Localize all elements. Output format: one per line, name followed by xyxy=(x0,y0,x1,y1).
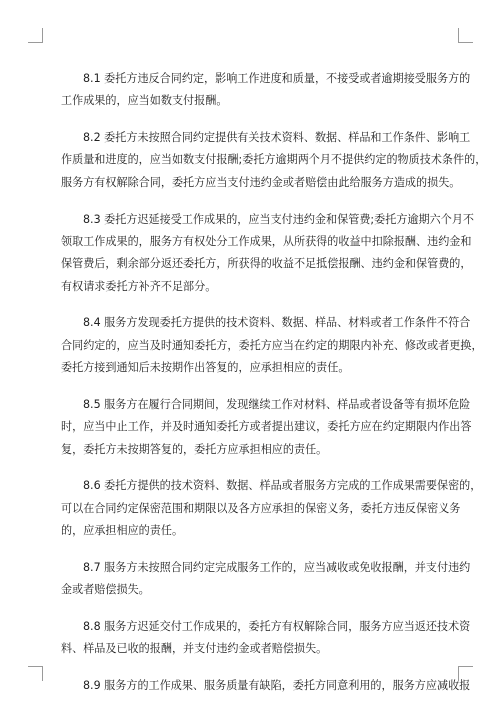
document-body xyxy=(61,68,487,712)
clause-line: 有权请求委托方补齐不足部分。 xyxy=(61,279,217,293)
clause-line: 的，应承担相应的责任。 xyxy=(61,524,184,538)
clause-line: 8.8 服务方迟延交付工作成果的，委托方有权解除合同，服务方应当返还技术资 xyxy=(83,620,471,634)
clause-8-5 xyxy=(61,394,472,461)
crop-mark-bottom-left xyxy=(28,666,43,681)
clause-8-7 xyxy=(61,557,471,602)
clause-line: 作质量和进度的，应当如数支付报酬;委托方逾期两个月不提供约定的物质技术条件的， xyxy=(61,153,487,167)
clause-line: 可以在合同约定保密范围和期限以及各方应承担的保密义务，委托方违反保密义务 xyxy=(61,501,461,515)
clause-line: 服务方有权解除合同，委托方应当支付违约金或者赔偿由此给服务方造成的损失。 xyxy=(61,175,461,189)
clause-line: 8.4 服务方发现委托方提供的技术资料、数据、样品、材料或者工作条件不符合 xyxy=(83,316,471,330)
crop-mark-top-left xyxy=(28,28,43,43)
clause-line: 8.9 服务方的工作成果、服务质量有缺陷，委托方同意利用的，服务方应减收报 xyxy=(83,679,471,693)
clause-line: 8.3 委托方迟延接受工作成果的，应当支付违约金和保管费;委托方逾期六个月不 xyxy=(83,212,475,226)
crop-mark-top-right xyxy=(458,28,473,43)
clause-8-8 xyxy=(61,616,471,661)
clause-line: 8.2 委托方未按照合同约定提供有关技术资料、数据、样品和工作条件、影响工 xyxy=(83,131,471,145)
clause-8-1 xyxy=(61,68,471,113)
clause-line: 领取工作成果的，服务方有权处分工作成果，从所获得的收益中扣除报酬、违约金和 xyxy=(61,234,472,248)
clause-line: 金或者赔偿损失。 xyxy=(61,583,150,597)
clause-line: 合同约定的，应当及时通知委托方，委托方应当在约定的期限内补充、修改或者更换， xyxy=(61,338,483,352)
clause-line: 时，应当中止工作，并及时通知委托方或者提出建议，委托方应在约定期限内作出答 xyxy=(61,420,472,434)
clause-line: 料、样品及已收的报酬，并支付违约金或者赔偿损失。 xyxy=(61,642,328,656)
clause-line: 工作成果的，应当如数支付报酬。 xyxy=(61,94,228,108)
clause-line: 8.5 服务方在履行合同期间，发现继续工作对材料、样品或者设备等有损坏危险 xyxy=(83,397,471,411)
clause-line: 复，委托方未按期答复的，委托方应承担相应的责任。 xyxy=(61,442,328,456)
clause-line: 8.1 委托方违反合同约定，影响工作进度和质量，不接受或者逾期接受服务方的 xyxy=(83,72,471,85)
clause-line: 8.7 服务方未按照合同约定完成服务工作的，应当减收或免收报酬，并支付违约 xyxy=(83,560,471,574)
clause-line: 委托方接到通知后未按期作出答复的，应承担相应的责任。 xyxy=(61,361,350,375)
clause-8-4 xyxy=(61,312,483,379)
clause-8-3 xyxy=(61,209,475,298)
clause-line: 8.6 委托方提供的技术资料、数据、样品或者服务方完成的工作成果需要保密的， xyxy=(83,479,482,493)
clause-line: 保管费后，剩余部分返还委托方，所获得的收益不足抵偿报酬、违约金和保管费的， xyxy=(61,257,472,271)
clause-8-2 xyxy=(61,127,487,194)
clause-8-6 xyxy=(61,475,482,542)
clause-8-9 xyxy=(61,675,471,697)
